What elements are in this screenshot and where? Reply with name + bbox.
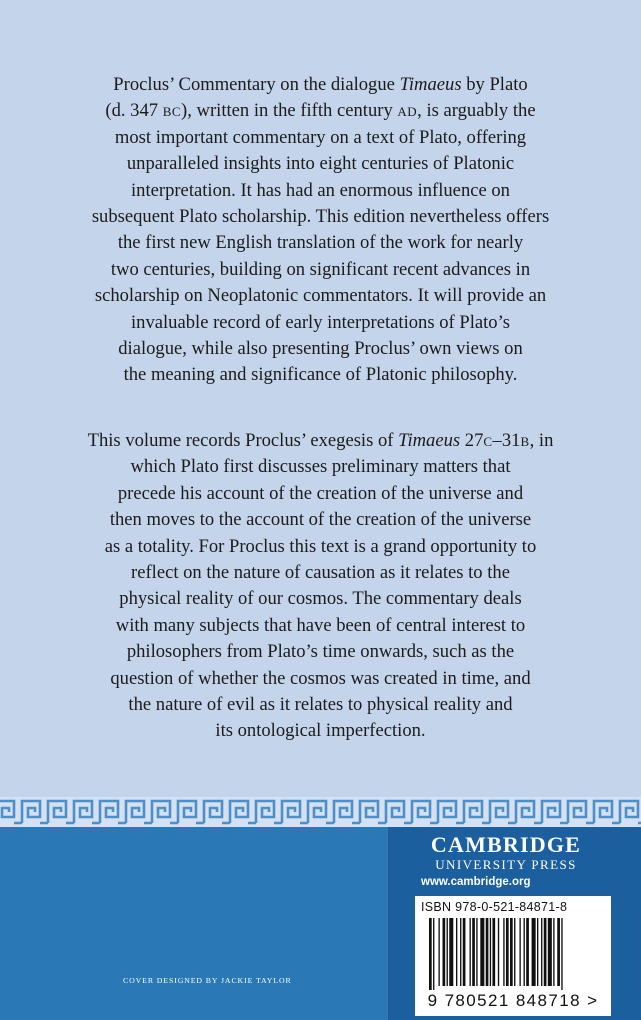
text-span: , in bbox=[529, 430, 554, 451]
barcode-bar bbox=[553, 918, 554, 986]
text-span: most important commentary on a text of Plato, offering bbox=[114, 126, 527, 148]
text-span: philosophers from Plato’s time onwards, such as the bbox=[126, 641, 515, 663]
blurb-line bbox=[40, 613, 601, 639]
text-span: as a totality. For Proclus this text is a grand opportunity to bbox=[104, 535, 537, 557]
barcode-bar bbox=[480, 918, 484, 986]
barcode-bar bbox=[463, 918, 466, 986]
text-span: 27 bbox=[460, 430, 484, 451]
text-span: reflect on the nature of causation as it relates to the bbox=[131, 562, 510, 584]
text-span: b bbox=[520, 430, 530, 451]
publisher-subtitle: UNIVERSITY PRESS bbox=[435, 857, 577, 872]
text-span: then moves to the account of the creation of the universe bbox=[109, 509, 532, 531]
barcode-bar bbox=[519, 918, 520, 986]
barcode-bar bbox=[492, 918, 495, 986]
text-span: the nature of evil as it relates to physical reality and bbox=[128, 694, 513, 716]
text-span: two centuries, building on significant recent advances in bbox=[110, 258, 531, 280]
blurb-line bbox=[40, 178, 601, 204]
publisher-box bbox=[388, 827, 641, 1020]
barcode-bar bbox=[490, 918, 491, 986]
barcode-bar bbox=[503, 918, 504, 986]
barcode-bar bbox=[524, 918, 525, 986]
text-span: , is arguably the bbox=[417, 100, 536, 122]
text-span: –31 bbox=[492, 430, 521, 451]
barcode-bar bbox=[447, 918, 448, 986]
blurb-line bbox=[40, 98, 601, 124]
barcode-panel bbox=[415, 896, 611, 1016]
barcode-bar bbox=[460, 918, 461, 986]
text-span: the meaning and significance of Platonic philosophy. bbox=[123, 364, 518, 386]
text-span: dialogue, while also presenting Proclus’ own views on bbox=[118, 338, 523, 360]
blurb-line bbox=[40, 125, 601, 151]
barcode-bar bbox=[472, 918, 475, 986]
text-span: ), written in the fifth century bbox=[181, 100, 398, 122]
barcode-bar bbox=[486, 918, 489, 986]
blurb-line bbox=[40, 362, 601, 388]
blurb-line bbox=[40, 283, 601, 309]
barcode-bar bbox=[561, 918, 562, 990]
barcode-bar bbox=[429, 918, 432, 990]
blurb-line bbox=[40, 666, 601, 692]
text-span: Timaeus bbox=[399, 74, 462, 95]
blurb-line bbox=[40, 428, 601, 454]
blurb-line bbox=[40, 454, 601, 480]
blurb-paragraph-1 bbox=[40, 72, 601, 389]
barcode-bar bbox=[541, 918, 542, 986]
blurb-line bbox=[40, 692, 601, 718]
blurb-line bbox=[40, 639, 601, 665]
blurb-line bbox=[40, 204, 601, 230]
barcode-bar bbox=[498, 918, 499, 986]
blurb-line bbox=[40, 481, 601, 507]
meander-path bbox=[0, 801, 641, 823]
text-span: its ontological imperfection. bbox=[215, 720, 426, 742]
text-span: physical reality of our cosmos. The commentary deals bbox=[119, 588, 522, 610]
blurb-line bbox=[40, 230, 601, 256]
blurb-line bbox=[40, 507, 601, 533]
barcode-digits: 9 780521 848718 > bbox=[427, 991, 599, 1010]
greek-key-pattern bbox=[0, 797, 641, 827]
barcode-bar bbox=[456, 918, 457, 986]
text-span: by Plato bbox=[461, 74, 528, 95]
barcode-bar bbox=[526, 918, 529, 986]
blurb-line bbox=[40, 718, 601, 744]
publisher-website: www.cambridge.org bbox=[421, 876, 531, 888]
barcode-bar bbox=[476, 918, 477, 986]
text-span: question of whether the cosmos was created in time, and bbox=[110, 667, 531, 689]
text-span: scholarship on Neoplatonic commentators. It will provide an bbox=[94, 285, 547, 307]
barcode-bar bbox=[470, 918, 471, 986]
barcode-bar bbox=[438, 918, 439, 986]
publisher-name: CAMBRIDGE bbox=[430, 832, 582, 857]
blurb-paragraph-2 bbox=[40, 428, 601, 745]
text-span: which Plato first discusses preliminary matters that bbox=[130, 456, 511, 478]
blurb-line bbox=[40, 151, 601, 177]
barcode-bar bbox=[449, 918, 453, 986]
barcode-bar bbox=[443, 918, 446, 986]
blurb-line bbox=[40, 310, 601, 336]
text-span: bc bbox=[162, 100, 182, 122]
blurb-line bbox=[40, 586, 601, 612]
text-span: precede his account of the creation of the universe and bbox=[117, 482, 524, 504]
barcode-bar bbox=[506, 918, 509, 986]
text-span: ad bbox=[397, 100, 418, 122]
barcode-bar bbox=[537, 918, 538, 986]
text-span: c bbox=[483, 430, 493, 451]
barcode-bar bbox=[433, 918, 434, 990]
text-span: the first new English translation of the work for nearly bbox=[117, 232, 524, 254]
barcode-bar bbox=[557, 918, 560, 986]
blurb-line bbox=[40, 560, 601, 586]
isbn-label: ISBN 978-0-521-84871-8 bbox=[421, 900, 568, 914]
text-span: Proclus’ Commentary on the dialogue bbox=[113, 74, 400, 95]
barcode-bar bbox=[510, 918, 513, 986]
barcode-bar bbox=[544, 918, 547, 986]
text-span: subsequent Plato scholarship. This edition nevertheless offers bbox=[91, 206, 550, 228]
blurb-line bbox=[40, 72, 601, 98]
text-span: invaluable record of early interpretations of Plato’s bbox=[131, 311, 510, 333]
text-span: Timaeus bbox=[398, 430, 461, 451]
cover-credit: COVER DESIGNED BY JACKIE TAYLOR bbox=[123, 976, 292, 985]
barcode-bar bbox=[548, 918, 552, 986]
blurb-line bbox=[40, 534, 601, 560]
text-span: interpretation. It has had an enormous influence on bbox=[131, 179, 510, 201]
barcode-bar bbox=[514, 918, 515, 986]
greek-key-border bbox=[0, 797, 641, 827]
barcode-bar bbox=[532, 918, 536, 986]
bottom-band bbox=[0, 827, 641, 1020]
text-span: with many subjects that have been of central interest to bbox=[115, 614, 526, 636]
blurb-line bbox=[40, 257, 601, 283]
blurb-line bbox=[40, 336, 601, 362]
text-span: unparalleled insights into eight centuries of Platonic bbox=[126, 153, 515, 175]
text-span: (d. 347 bbox=[105, 100, 163, 122]
barcode-icon bbox=[419, 918, 607, 990]
text-span: This volume records Proclus’ exegesis of bbox=[87, 430, 399, 451]
